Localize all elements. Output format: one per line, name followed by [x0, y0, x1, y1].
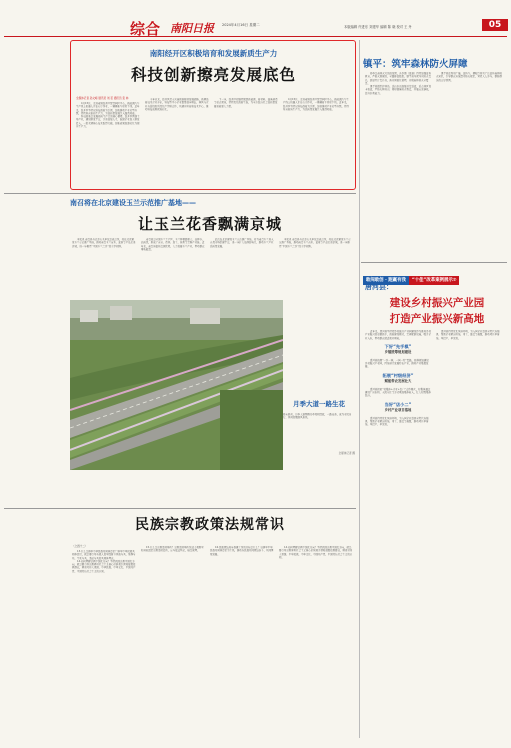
reform-subhead-2: [365, 373, 431, 384]
feature-col-2: [141, 238, 205, 298]
policy-col-2: [141, 546, 205, 742]
feature-title: 让玉兰花香飘满京城: [137, 215, 282, 233]
lead-paragraph: 4月15日，走进南阳经开区智慧园区中心，新能源汽车生产线上机器人正在有序作业，一辆辆新车缓缓下线。近年来，经开区坚持以科技创新为引领，加快推动产业转型升级，持续培育新质生产力，为高质量发展注入强劲动能。: [283, 98, 349, 111]
reform-banner-label: 敢闯敢创 · 跑赢有我: [363, 276, 409, 285]
reform-banner-text: “十佳”改革案例展示⑦: [409, 276, 460, 285]
photo-credit: 全媒体记者 摄: [338, 452, 355, 455]
reform-subhead-3-text: 当好“店小二”: [384, 401, 412, 407]
sidebar1-paragraph: 镇平县还利用广播、宣传车、横幅等形式广泛宣传森林防火知识，引导群众自觉遵守防火规定，营造人人参与、群防群治的良好氛围。: [436, 72, 503, 82]
header-rule: [4, 36, 507, 37]
reform-subhead-1: [365, 344, 431, 355]
sidebar1-paragraph: 春季是森林火灾的高发期，各乡镇（街道）持续加强宣传教育，严格火源管控，全面排查隐患。镇平县压紧压实防火责任，层层签订责任书，落实网格化管理，实现森林防火全覆盖。: [365, 72, 431, 85]
reform-paragraph: 唐河县持续优化营商环境，为入园企业提供全程代办服务，帮助企业解决用地、用工、融资等难题，推动项目早落地、早投产、早见效。: [436, 330, 500, 340]
policy-col-1: [72, 550, 136, 742]
policy-col-3: [210, 546, 274, 742]
photo-caption-text: 春末夏初，月季大道两侧月季竞相绽放，一路花香，成为市民出行、休闲的靓丽风景线。: [283, 413, 352, 420]
lead-col-2: [145, 98, 209, 186]
feature-kicker: 南召将在北京建设玉兰示范推广基地——: [70, 199, 196, 207]
policy-paragraph: 15.什么是宗教活动场所？宗教活动场所包括寺观教堂和其他固定宗教活动处所，应当依法登记，接受管理。: [141, 546, 204, 553]
reform-paragraph: 唐河县探索“村集体+企业+农户”合作模式，村集体通过建设厂房出租、入股分红等方式增加集体收入，壮大村级集体经济。: [365, 387, 431, 398]
feature-col-4: [279, 238, 351, 298]
reform-paragraph: 近年来，唐河县坚持把乡村振兴产业园建设作为推进乡村产业振兴的重要抓手，创新建设模式，完善配套设施，吸引企业入驻，带动群众就近就业增收。: [365, 330, 431, 340]
column-divider: [359, 40, 360, 738]
lead-paragraph: 下一步，经开区将继续聚焦新能源、新材料、装备制造等重点领域，持续优化创新生态，为全市经济社会高质量发展贡献更大力量。: [214, 98, 278, 108]
reform-subhead-3: [365, 402, 431, 413]
lead-paragraph: 科技创新是发展新质生产力的核心要素。经开区围绕主导产业，建设研发平台，引进高端人才，鼓励企业加大研发投入，一批关键核心技术取得突破，创新成果加速转化为现实生产力。: [76, 115, 140, 129]
reform-col-2: [436, 330, 504, 740]
photo-caption-title: 月季大道一路生花: [293, 400, 345, 408]
lead-paragraph: 今年以来，经开区深入实施创新驱动发展战略，新增高新技术企业多家，科技型中小企业数量稳步增长。园区内企业与高校院所深化产学研合作，共建实验室和技术中心，推动科技成果就地转化。: [145, 98, 209, 111]
policy-paragraph: 14.如何理解宗教中国化方向？坚持我国宗教中国化方向，就是要引导宗教界用社会主义核心价值观引领和凝聚信教群众，增进对伟大祖国、中华民族、中华文化、中国共产党、中国特色社会主义的认同。: [279, 546, 353, 559]
policy-paragraph: 14.如何理解宗教中国化方向？坚持我国宗教中国化方向，就是要引导宗教界用社会主义核心价值观引领和凝聚信教群众，增进对伟大祖国、中华民族、中华文化、中国共产党、中国特色社会主义的认同。: [72, 559, 136, 573]
reform-subhead-2b-text: 赋能带农发展壮大: [384, 378, 412, 383]
feature-col-1: [72, 238, 136, 298]
policy-number: （之四十二）: [72, 545, 88, 548]
policy-title: 民族宗教政策法规常识: [135, 517, 285, 533]
lead-col-1: [76, 102, 140, 186]
header-date: 2024年4月16日 星期二: [222, 23, 260, 27]
lead-title: 科技创新擦亮发展底色: [130, 65, 296, 84]
lead-byline: 全媒体记者 孙文峰 通讯员 刘 若 通讯员 张 林: [76, 97, 129, 100]
page-number: 05: [482, 19, 508, 31]
feature-paragraph: 南召县是全国玉兰主产区，玉兰种植面积大、品种多、品质优，形成了育苗、造林、加工、销售等完整产业链。近年来，南召县依托资源优势，大力发展玉兰产业，带动群众增收致富。: [141, 238, 205, 251]
reform-title-1: 建设乡村振兴产业园: [389, 297, 485, 309]
feature-paragraph: 此次在北京建设玉兰示范推广基地，将为南召玉兰进入首都市场搭建平台，进一步扩大品牌影响力，推动玉兰产业高质量发展。: [210, 238, 274, 248]
reform-subhead-3b-text: 乡村产业项目落地: [384, 407, 412, 412]
reform-col-1: [365, 330, 431, 740]
policy-col-4: [279, 546, 353, 742]
policy-rule: [4, 508, 356, 509]
photo-caption-box: [283, 400, 355, 470]
reform-paragraph: 唐河县持续优化营商环境，为入园企业提供全程代办服务，帮助企业解决用地、用工、融资等难题，推动项目早落地、早投产、早见效。: [365, 416, 429, 427]
road-aerial-photo: [70, 300, 283, 470]
feature-paragraph: 本报讯 南召县与北京有关单位达成合作，将在北京建设玉兰示范推广基地，推动南召玉兰苗木、盆景等产品走进京城，进一步擦亮“中国玉兰之乡”的金字招牌。: [72, 238, 136, 248]
feature-paragraph: 本报讯 南召县与北京有关单位达成合作，将在北京建设玉兰示范推广基地，推动南召玉兰苗木、盆景等产品走进京城，进一步擦亮“中国玉兰之乡”的金字招牌。: [279, 238, 351, 248]
reform-paragraph: 唐河县按照“一乡一园、一园一特”思路，统筹规划建设乡村振兴产业园，因地制宜发展特色产业，推动产业集聚发展。: [365, 358, 429, 369]
reform-dateline: 唐河县：: [365, 283, 393, 291]
paper-name: 南阳日报: [170, 22, 214, 35]
feature-col-3: [210, 238, 274, 298]
sidebar1-col-2: [436, 72, 504, 258]
header-editors: 本版编辑 许进东 刘建华 编辑 陈 晓 校对 王 丹: [344, 25, 412, 29]
sidebar1-col-1: [365, 72, 431, 258]
sidebar1-paragraph: 镇平县组织护林员、巡山队员加强日常巡查，重点林区设卡检查，严防火种进山；同时储备防火物资，开展应急演练，提升扑救能力。: [365, 85, 431, 95]
policy-paragraph: 16.民族团结进步创建工作的目标是什么？以铸牢中华民族共同体意识为主线，推动各民族共同团结奋斗、共同繁荣发展。: [210, 546, 274, 556]
reform-title-2: 打造产业振兴新高地: [389, 313, 485, 325]
road-aerial-illustration: [70, 300, 283, 470]
lead-col-3: [214, 98, 278, 186]
section-name: 综合: [130, 20, 161, 38]
sidebar1-title-text: 镇平：筑牢森林防火屏障: [363, 59, 468, 70]
reform-banner: [363, 266, 507, 283]
lead-kicker: 南阳经开区积极培育和发展新质生产力: [149, 49, 278, 58]
sidebar1-title: [363, 56, 503, 70]
reform-subhead-2-text: 拓展“村级经济”: [382, 372, 414, 378]
lead-paragraph: 4月15日，走进南阳经开区智慧园区中心，新能源汽车生产线上机器人正在有序作业，一辆辆新车缓缓下线。近年来，经开区坚持以科技创新为引领，加快推动产业转型升级，持续培育新质生产力，为高质量发展注入强劲动能。: [76, 102, 140, 115]
feature-rule: [4, 193, 356, 194]
policy-paragraph: 13.什么是铸牢中华民族共同体意识？铸牢中华民族共同体意识，就是要引导各族人民牢固树立休戚与共、荣辱与共、生死与共、命运与共的共同体理念。: [72, 550, 136, 560]
reform-rule: [361, 262, 507, 263]
lead-col-4: [283, 98, 349, 186]
reform-subhead-1-text: 下好“先手棋”: [384, 343, 412, 349]
reform-subhead-1b-text: 乡镇统筹规划建设: [384, 349, 412, 354]
